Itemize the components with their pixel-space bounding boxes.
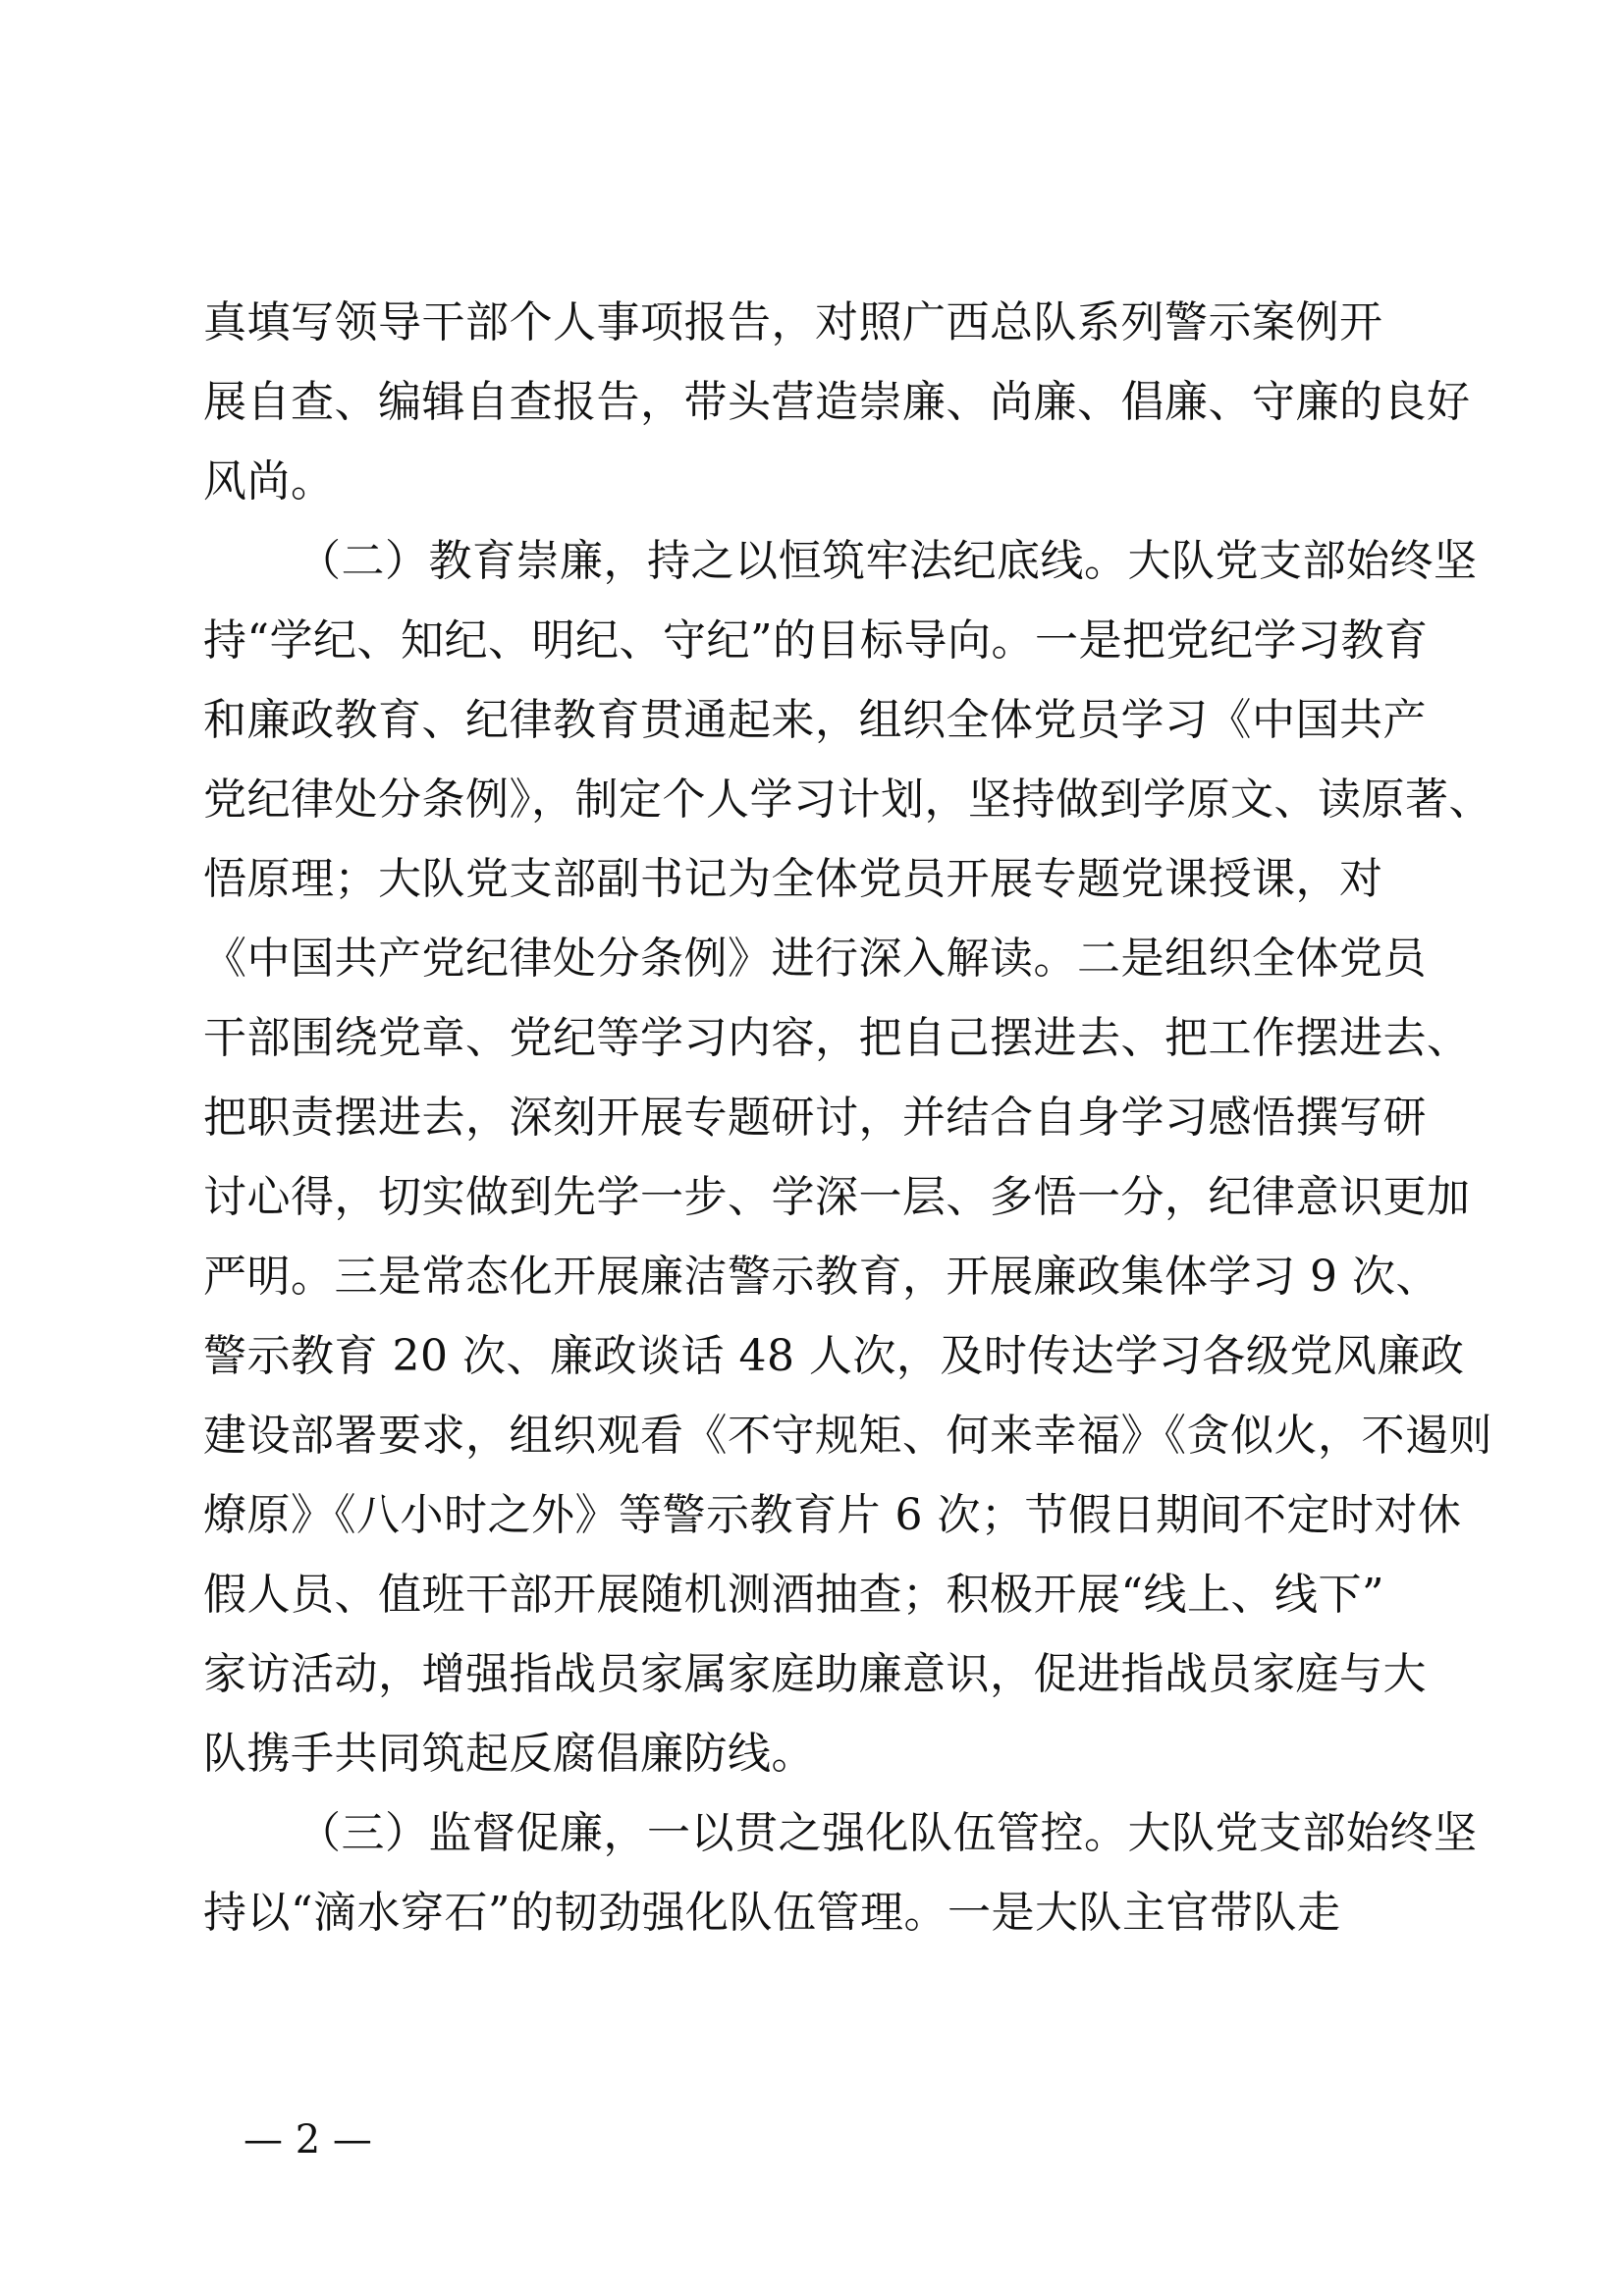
text-line: 悟原理；大队党支部副书记为全体党员开展专题党课授课，对	[203, 854, 1383, 904]
text-line: 假人员、值班干部开展随机测酒抽查；积极开展“线上、线下”	[203, 1570, 1384, 1620]
text-line: 建设部署要求，组织观看《不守规矩、何来幸福》《贪似火，不遏则	[203, 1411, 1492, 1461]
page-number: — 2 —	[244, 2117, 372, 2163]
document-body	[203, 283, 1492, 1952]
text-line: 家访活动，增强指战员家属家庭助廉意识，促进指战员家庭与大	[203, 1649, 1427, 1699]
text-line: 干部围绕党章、党纪等学习内容，把自己摆进去、把工作摆进去、	[203, 1013, 1471, 1063]
text-line: 把职责摆进去，深刻开展专题研讨，并结合自身学习感悟撰写研	[203, 1093, 1427, 1143]
text-line: 严明。三是常态化开展廉洁警示教育，开展廉政集体学习 9 次、	[203, 1252, 1439, 1302]
text-line: 燎原》《八小时之外》等警示教育片 6 次；节假日期间不定时对休	[203, 1490, 1462, 1540]
text-line: 真填写领导干部个人事项报告，对照广西总队系列警示案例开	[203, 297, 1383, 347]
text-line: 展自查、编辑自查报告，带头营造崇廉、尚廉、倡廉、守廉的良好	[203, 377, 1471, 427]
text-line: 风尚。	[203, 456, 335, 507]
text-line: 持以“滴水穿石”的韧劲强化队伍管理。一是大队主官带队走	[203, 1888, 1341, 1938]
text-line: 讨心得，切实做到先学一步、学深一层、多悟一分，纪律意识更加	[203, 1172, 1471, 1222]
text-line: 和廉政教育、纪律教育贯通起来，组织全体党员学习《中国共产	[203, 695, 1427, 745]
section-heading-line: （二）教育崇廉，持之以恒筑牢法纪底线。大队党支部始终坚	[298, 536, 1478, 586]
text-line: 队携手共同筑起反腐倡廉防线。	[203, 1729, 815, 1779]
text-line: 《中国共产党纪律处分条例》进行深入解读。二是组织全体党员	[203, 934, 1427, 984]
text-line: 持“学纪、知纪、明纪、守纪”的目标导向。一是把党纪学习教育	[203, 615, 1429, 666]
section-heading-line: （三）监督促廉，一以贯之强化队伍管控。大队党支部始终坚	[298, 1808, 1478, 1858]
text-line: 党纪律处分条例》，制定个人学习计划，坚持做到学原文、读原著、	[203, 774, 1492, 825]
text-line: 警示教育 20 次、廉政谈话 48 人次，及时传达学习各级党风廉政	[203, 1331, 1465, 1381]
